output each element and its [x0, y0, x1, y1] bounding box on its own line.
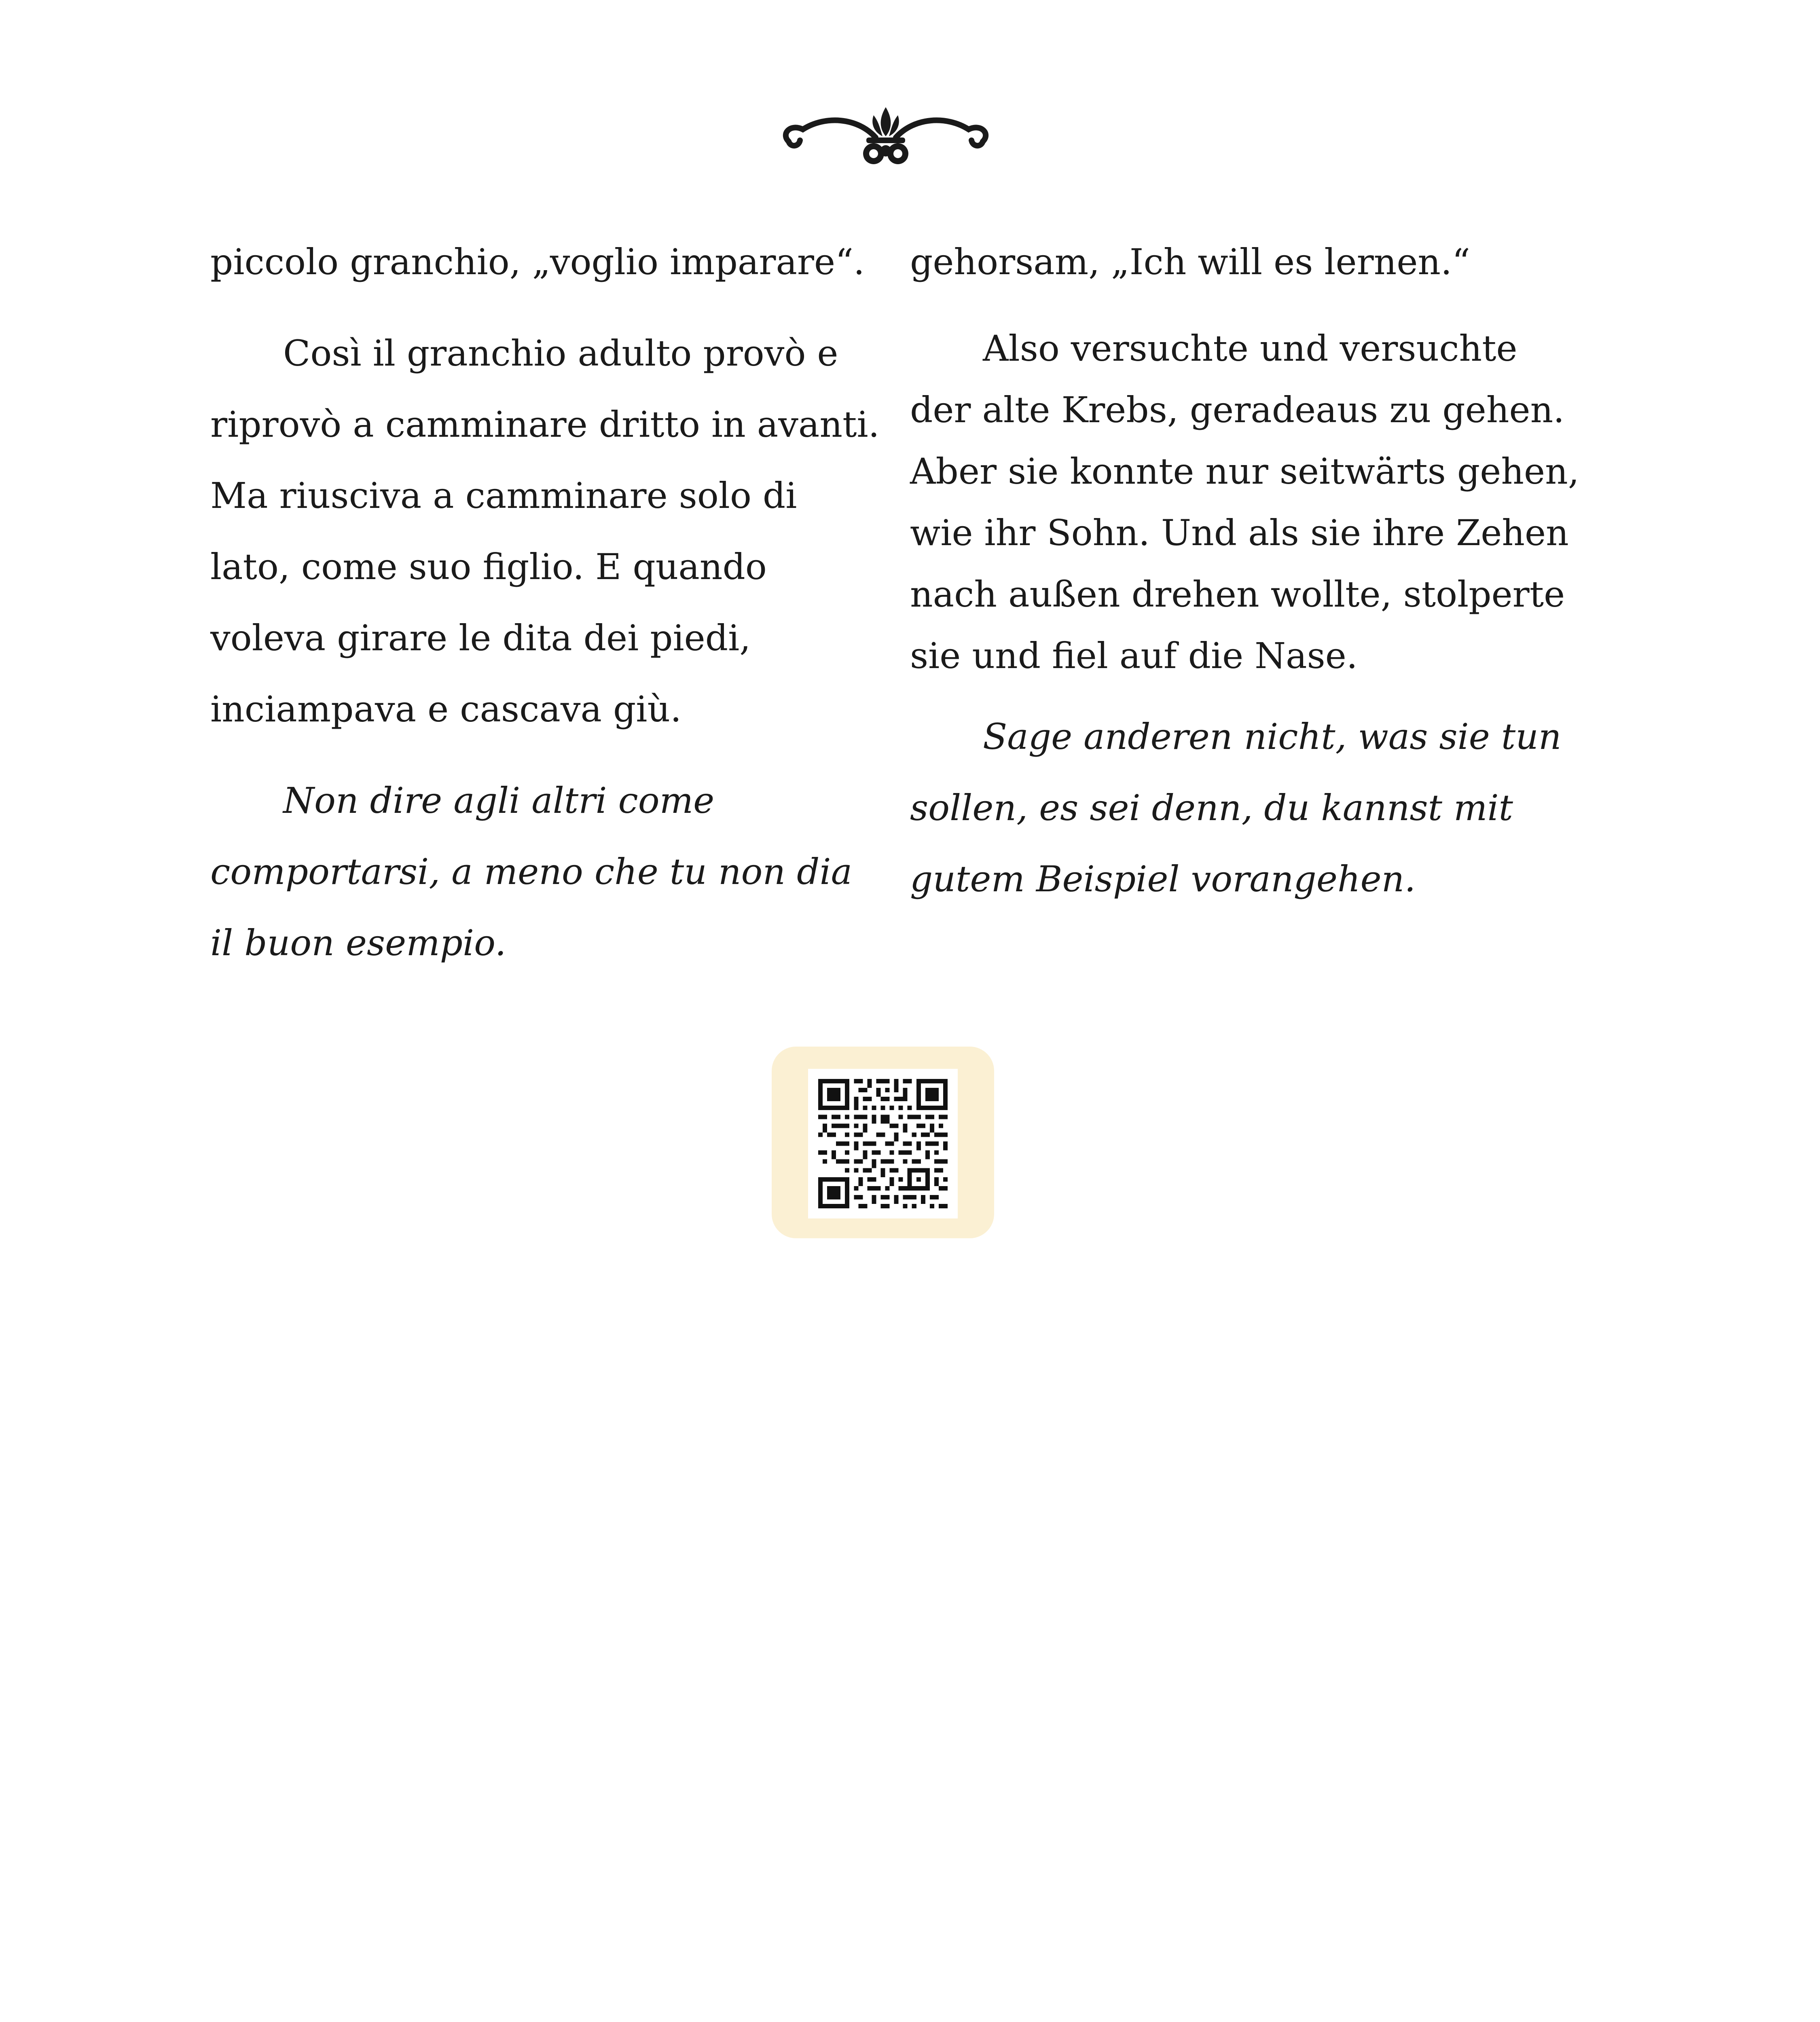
flourish-ornament-icon: [772, 99, 999, 172]
german-moral: Sage anderen nicht, was sie tun sollen, es sei denn, du kannst mit gutem Beispiel vorangehen.: [910, 716, 1562, 900]
qr-code-frame: [808, 1069, 958, 1218]
italian-paragraph-1: piccolo granchio, „voglio imparare“.: [210, 241, 865, 283]
german-paragraph-1: gehorsam, „Ich will es lernen.“: [910, 241, 1471, 283]
italian-moral: Non dire agli altri come comportarsi, a meno che tu non dia il buon esempio.: [210, 780, 853, 964]
qr-code-icon[interactable]: [818, 1079, 948, 1208]
italian-paragraph-2: Così il granchio adulto provò e riprovò a camminare dritto in avanti. Ma riusciva a camminare solo di lato, come suo figlio. E quando voleva girare le dita dei piedi, inciampava e cascava giù.: [210, 332, 880, 730]
german-paragraph-2: Also versuchte und versuchte der alte Krebs, geradeaus zu gehen. Aber sie konnte nur seitwärts gehen, wie ihr Sohn. Und als sie ihre Zehen nach außen drehen wollte, stolperte sie und fiel auf die Nase.: [910, 328, 1579, 677]
german-text-column: [910, 226, 1581, 915]
qr-code-panel: [772, 1047, 994, 1238]
italian-text-column: [210, 226, 882, 979]
